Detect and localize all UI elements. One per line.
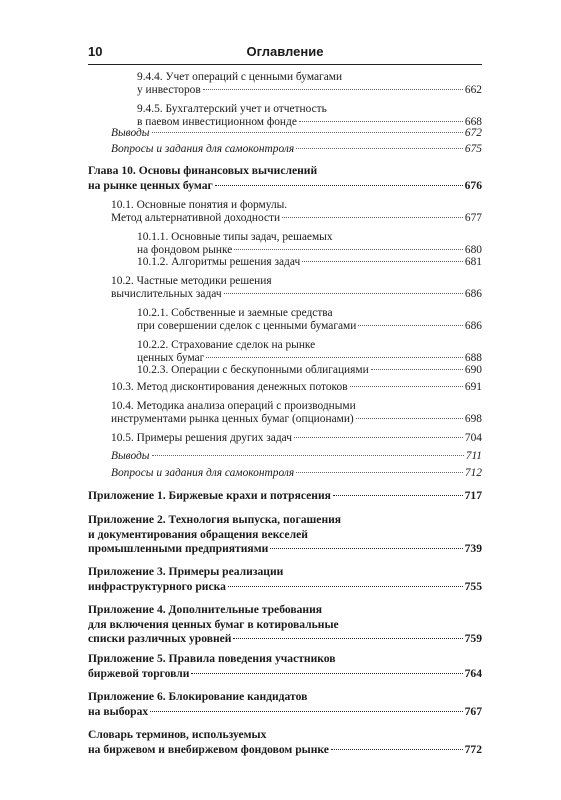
toc-entry-line [111,288,482,301]
toc-page-number: 764 [464,666,482,680]
toc-entry-line [137,320,482,333]
toc-entry-line [111,275,482,288]
toc-entry-line [88,705,482,720]
toc-entry-line [111,413,482,426]
toc-entry-line [88,528,482,543]
toc-entry [88,565,482,594]
dot-leader [371,369,463,370]
toc-page-number: 767 [464,704,482,718]
toc-entry-text: Приложение 5. Правила поведения участников [88,652,336,665]
dot-leader [350,386,463,387]
dot-leader [294,437,463,438]
dot-leader [203,89,463,90]
toc-entry-line [88,179,482,194]
toc-entry-text: инструментами рынка ценных бумаг (опционами) [111,413,354,425]
dot-leader [333,495,463,496]
toc-entry-text: и документирования обращения векселей [88,527,308,541]
toc-page-number: 704 [464,432,482,444]
toc-entry-line [137,307,482,320]
toc-page-number: 675 [464,143,482,155]
toc-page-number: 681 [464,256,482,268]
toc-entry-line [137,364,482,377]
toc-entry-text: Приложение 3. Примеры реализации [88,565,284,578]
toc-entry-text: Глава 10. Основы финансовых вычислений [88,164,318,177]
toc-page-number: 690 [464,364,482,376]
toc-entry-text: Словарь терминов, используемых [88,728,267,741]
toc-entry-line [111,199,482,212]
toc-entry [88,164,482,193]
toc-entry [88,489,482,504]
toc-entry-text: 10.3. Метод дисконтирования денежных потоков [111,381,348,393]
toc-entry [137,364,482,377]
toc-entry-text: Выводы [111,127,150,139]
toc-entry-line [88,542,482,557]
toc-entry-text: списки различных уровней [88,632,232,645]
toc-page-number: 672 [464,127,482,139]
dot-leader [302,261,463,262]
toc-entry [88,513,482,557]
dot-leader [356,418,463,419]
toc-entry [137,256,482,269]
dot-leader [191,673,462,674]
toc-entry-text: промышленными предприятиями [88,542,269,555]
dot-leader [299,121,463,122]
toc-entry-text: 10.2.3. Операции с бескупонными облигациями [137,364,369,376]
toc-entry-line [111,432,482,445]
page-number: 10 [88,44,103,59]
toc-entry-line [111,450,482,463]
toc-entry-line [111,143,482,156]
toc-entry [88,728,482,757]
toc-entry [111,467,482,480]
page-header [88,40,482,60]
toc-entry-text: при совершении сделок с ценными бумагами [137,320,357,332]
toc-page-number: 739 [464,542,482,555]
toc-page-number: 698 [464,413,482,425]
dot-leader [270,548,462,549]
toc-entry [111,275,482,301]
toc-entry [111,432,482,445]
dot-leader [224,293,463,294]
toc-entry-line [111,212,482,225]
toc-entry-text: вычислительных задач [111,288,222,300]
toc-entry-line [88,580,482,595]
toc-entry-text: Приложение 4. Дополнительные требования [88,603,323,616]
toc-entry-text: в паевом инвестиционном фонде [137,116,297,128]
toc-entry-text: 10.4. Методика анализа операций с производными [111,400,356,412]
toc-page-number: 668 [464,116,482,128]
toc-entry-text: 10.1. Основные понятия и формулы. [111,199,288,211]
toc-entry-line [88,743,482,758]
running-title: Оглавление [246,44,324,59]
toc-page-number: 680 [464,244,482,256]
toc-entry-line [137,103,482,116]
toc-entry [111,381,482,394]
toc-page-number: 686 [464,288,482,300]
toc-entry-line [137,339,482,352]
toc-entry-line [88,652,482,667]
toc-entry-line [137,71,482,84]
toc-entry-line [88,632,482,647]
toc-entry-text: инфраструктурного риска [88,579,226,593]
toc-entry [137,71,482,97]
toc-entry-text: для включения ценных бумаг в котировальные [88,617,339,631]
toc-entry-text: 10.2.2. Страхование сделок на рынке [137,339,316,351]
toc-page-number: 688 [464,352,482,364]
toc-entry-line [88,513,482,528]
dot-leader [296,148,463,149]
toc-entry [137,103,482,129]
toc-entry-text: 10.2.1. Собственные и заемные средства [137,307,333,319]
toc-entry-line [88,690,482,705]
header-rule [88,64,482,65]
toc-page-number: 686 [464,320,482,332]
toc-entry-line [88,728,482,743]
toc-entry-text: Приложение 2. Технология выпуска, погашения [88,513,342,526]
toc-entry-text: биржевой торговли [88,666,190,680]
toc-entry [88,652,482,681]
toc-entry-line [137,231,482,244]
toc-entry [111,450,482,463]
toc-entry-line [137,256,482,269]
toc-entry-text: ценных бумаг [137,352,205,364]
toc-page-number: 772 [464,742,482,756]
toc-entry-text: на фондовом рынке [137,244,233,256]
dot-leader [331,749,463,750]
toc-entry-text: 10.5. Примеры решения других задач [111,432,292,444]
toc-page-number: 691 [464,381,482,393]
toc-page-number: 717 [464,489,482,502]
toc-entry-text: 10.1.1. Основные типы задач, решаемых [137,231,333,243]
toc-entry-line [88,603,482,618]
dot-leader [234,249,463,250]
toc-entry-line [111,467,482,480]
dot-leader [150,711,462,712]
toc-entry [111,400,482,426]
toc-entry-text: на выборах [88,704,149,718]
toc-entry-line [88,667,482,682]
toc-entry-line [88,164,482,179]
toc-entry-text: 9.4.5. Бухгалтерский учет и отчетность [137,103,327,115]
toc-entry-line [88,565,482,580]
toc-entry-line [111,127,482,140]
toc-page-number: 755 [464,579,482,593]
toc-entry [111,199,482,225]
toc-entry-line [88,618,482,633]
toc-entry-text: 9.4.4. Учет операций с ценными бумагами [137,71,343,83]
dot-leader [228,586,463,587]
toc-entry [111,127,482,140]
toc-entry [88,603,482,647]
dot-leader [152,132,463,133]
toc-entry-text: Выводы [111,450,150,462]
dot-leader [152,455,464,456]
toc-entry-text: у инвесторов [137,84,201,96]
toc-entry [111,143,482,156]
dot-leader [233,638,462,639]
toc-entry-line [111,400,482,413]
toc-page-number: 712 [464,467,482,479]
toc-entry-text: Вопросы и задания для самоконтроля [111,467,295,479]
dot-leader [206,357,463,358]
toc-entry-text: 10.2. Частные методики решения [111,275,272,287]
toc-entry [137,307,482,333]
toc-entry-text: Приложение 1. Биржевые крахи и потрясения [88,489,331,502]
toc-page-number: 676 [464,178,482,192]
toc-entry-line [111,381,482,394]
toc-page-number: 677 [464,212,482,224]
toc-entry-text: Приложение 6. Блокирование кандидатов [88,690,308,703]
toc-page-number: 711 [465,450,482,462]
toc-entry-line [88,489,482,504]
toc-page-number: 759 [464,632,482,645]
toc-entry-text: 10.1.2. Алгоритмы решения задач [137,256,301,268]
dot-leader [296,472,463,473]
toc-entry [137,339,482,365]
dot-leader [358,325,463,326]
toc-entry [88,690,482,719]
dot-leader [215,185,463,186]
toc-entry-line [137,84,482,97]
toc-entry [137,231,482,257]
toc-entry-text: на биржевом и внебиржевом фондовом рынке [88,742,329,756]
toc-entry-text: Метод альтернативной доходности [111,212,281,224]
toc-entry-text: Вопросы и задания для самоконтроля [111,143,295,155]
toc-page-number: 662 [464,84,482,96]
toc-entry-text: на рынке ценных бумаг [88,178,213,192]
dot-leader [282,217,463,218]
